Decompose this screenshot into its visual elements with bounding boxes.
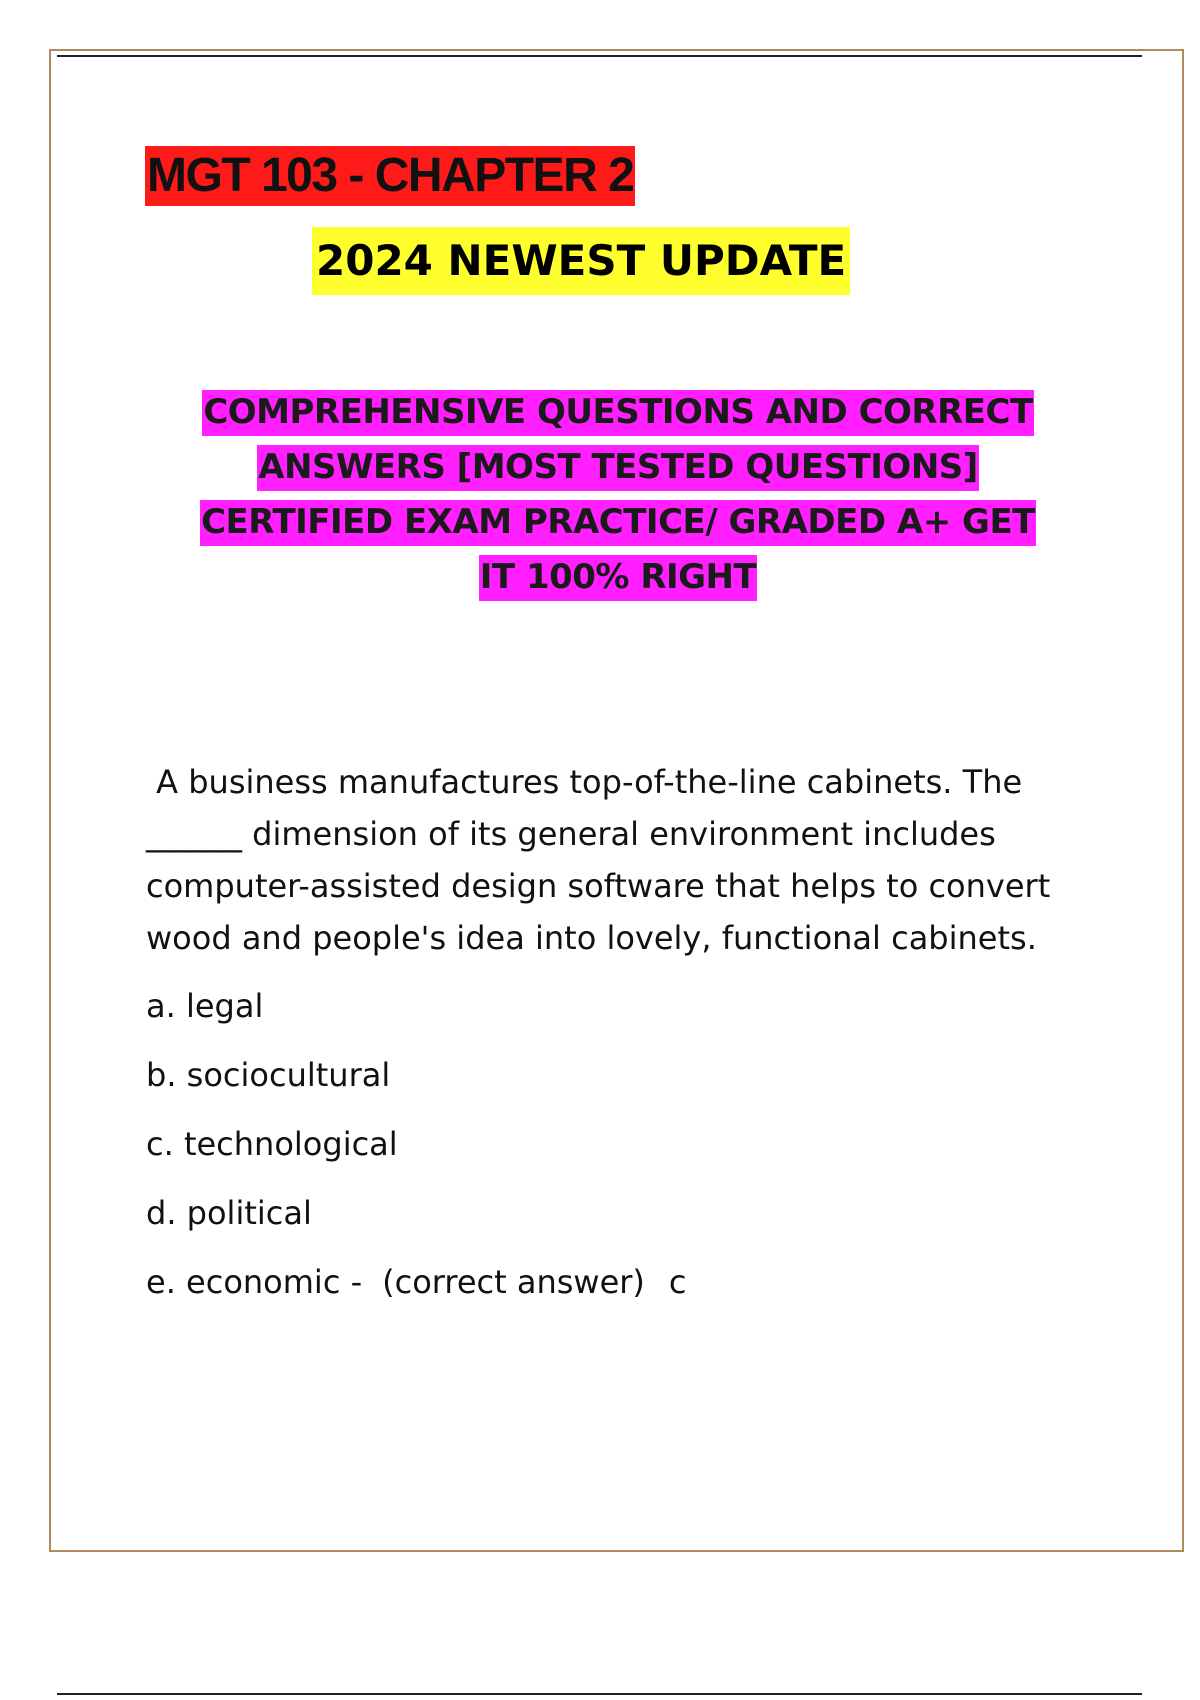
update-banner: 2024 NEWEST UPDATE xyxy=(312,227,850,295)
question-line: A business manufactures top-of-the-line cabinets. The xyxy=(146,763,1023,801)
subtitle-line: CERTIFIED EXAM PRACTICE/ GRADED A+ GET xyxy=(200,500,1036,546)
question-text xyxy=(146,756,1086,964)
option-c: c. technological xyxy=(146,1125,398,1163)
answer-value: c xyxy=(668,1263,687,1301)
subtitle-line: COMPREHENSIVE QUESTIONS AND CORRECT xyxy=(202,390,1033,436)
question-line: ______ dimension of its general environment includes xyxy=(146,815,996,853)
option-a: a. legal xyxy=(146,987,264,1025)
question-block xyxy=(146,756,1086,1325)
option-e-text: e. economic - xyxy=(146,1263,363,1301)
question-line: wood and people's idea into lovely, functional cabinets. xyxy=(146,919,1037,957)
option-d: d. political xyxy=(146,1194,312,1232)
bottom-divider xyxy=(57,1693,1142,1695)
option-e xyxy=(146,1256,1086,1325)
option-b: b. sociocultural xyxy=(146,1056,391,1094)
course-title: MGT 103 - CHAPTER 2 xyxy=(145,146,635,206)
answer-label: (correct answer) xyxy=(382,1263,645,1301)
subtitle-line: IT 100% RIGHT xyxy=(479,555,757,601)
question-line: computer-assisted design software that helps to convert xyxy=(146,867,1051,905)
subtitle-line: ANSWERS [MOST TESTED QUESTIONS] xyxy=(257,445,979,491)
subtitle-block xyxy=(150,385,1086,605)
